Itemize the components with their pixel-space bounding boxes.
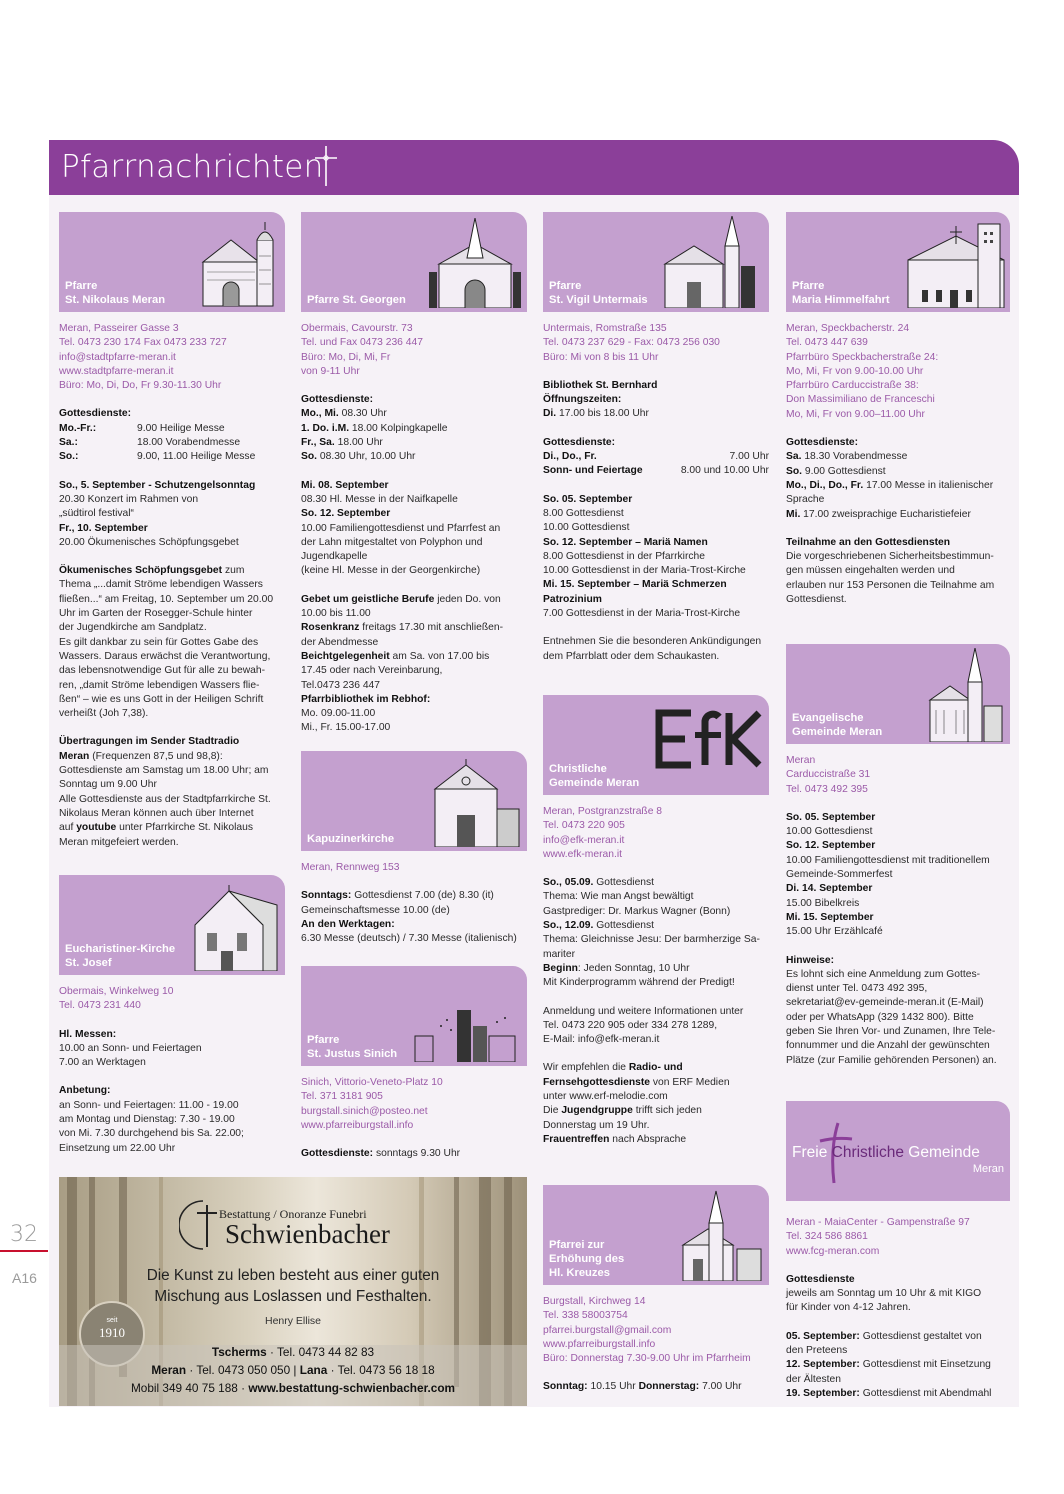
ad-website-link[interactable]: www.bestattung-schwienbacher.com xyxy=(248,1381,456,1395)
ad-contact-line: Tscherms · Tel. 0473 44 82 83 xyxy=(211,1345,375,1359)
ad-subtitle: Bestattung / Onoranze Funebri xyxy=(219,1207,367,1221)
website-link[interactable]: www.pfarreiburgstall.info xyxy=(543,1338,656,1350)
parish-contact: Untermais, Romstraße 135 Tel. 0473 237 629 - Fax: 0473 256 030 Büro: Mi von 8 bis 11 Uhr xyxy=(543,323,720,363)
church-drawing-icon xyxy=(427,218,523,308)
events-block: 05. September: Gottesdienst gestaltet von den Preteens 12. September: Gottesdienst mit Einsetzung der Ältesten 19. September: Gottesdienst mit Abendmahl xyxy=(786,1330,992,1399)
website-link[interactable]: www.efk-meran.it xyxy=(543,848,622,860)
ad-brand-name: Schwienbacher xyxy=(225,1219,390,1249)
recommendation-block: Wir empfehlen die Radio- und Fernsehgottesdienste von ERF Medien unter www.erf-melodie.com Die Jugendgruppe trifft sich jeden Donnerstag um 19 Uhr. Frauentreffen nach Absprache xyxy=(543,1062,730,1145)
notes-block: Hinweise: Es lohnt sich eine Anmeldung zum Gottes- dienst unter Tel. 0473 492 395, sekretariat@ev-gemeinde-meran.it (E-Mail) oder per WhatsApp (329 1432 800). Bitte geben Sie Ihren Vor- und Zunamen, Ihre Tele- fonnummer und die Anzahl der gewünschten Plätze (zur Familie gehörenden Personen) an. xyxy=(786,954,997,1066)
parish-card-evangelisch xyxy=(786,644,1010,744)
parish-contact: Sinich, Vittorio-Veneto-Platz 10 Tel. 371 3181 905 burgstall.sinich@posteo.net www.pfarreiburgstall.info xyxy=(301,1076,527,1133)
registration-block: Anmeldung und weitere Informationen unter Tel. 0473 220 905 oder 334 278 1289, E-Mail: info@efk-meran.it xyxy=(543,1005,744,1046)
cross-icon xyxy=(311,144,341,188)
parish-contact: Meran, Rennweg 153 xyxy=(301,862,400,873)
parish-contact: Meran, Postgranzstraße 8 Tel. 0473 220 905 info@efk-meran.it www.efk-meran.it xyxy=(543,805,769,862)
cross-logo-icon xyxy=(179,1197,227,1253)
events-block: So. 05. September 10.00 Gottesdienst So. 12. September 10.00 Familiengottesdienst mit traditionellem Gemeinde-Sommerfest Di. 14. September 15.00 Bibelkreis Mi. 15. September 15.00 Uhr Erzählcafé xyxy=(786,811,990,938)
parish-card-label: Pfarre St. Vigil Untermais xyxy=(549,280,648,306)
parish-contact: Obermais, Cavourstr. 73 Tel. und Fax 0473 236 447 Büro: Mo, Di, Mi, Fr von 9-11 Uhr xyxy=(301,323,423,377)
church-drawing-icon xyxy=(199,222,281,308)
parish-card-maria-himmelfahrt xyxy=(786,212,1010,312)
fcg-logo-text: Freie Christliche Gemeinde xyxy=(792,1144,980,1161)
events-block: Mi. 08. September 08.30 Hl. Messe in der Naifkapelle So. 12. September 10.00 Familiengottesdienst und Pfarrfest an der Lahn mitgestaltet von Polyphon und Jugendkapelle (keine Hl. Messe in der Georgenkirche) xyxy=(301,479,501,577)
participation-block: Teilnahme an den Gottesdiensten Die vorgeschriebenen Sicherheitsbestimmun- gen müssen eingehalten werden und erlauben nur 153 Personen die Teilnahme am Gottesdienst. xyxy=(786,536,995,606)
radio-block: Übertragungen im Sender Stadtradio Meran (Frequenzen 87,5 und 98,8): Gottesdienste am Samstag um 18.00 Uhr; am Sonntag um 9.00 Uhr Alle Gottesdienste aus der Stadtpfarrkirche St. Nikolaus Meran können auch über Internet auf youtube unter Pfarrkirche St. Nikolaus Meran mitgefeiert werden. xyxy=(59,736,271,848)
parish-card-st-josef xyxy=(59,875,285,975)
page-number: 32 xyxy=(10,1222,38,1247)
adoration-block: Anbetung: an Sonn- und Feiertagen: 11.00 - 19.00 am Montag und Dienstag: 7.30 - 19.00 von Mi. 7.30 durchgehend bis Sa. 22.00; Einsetzung um 22.00 Uhr xyxy=(59,1085,244,1154)
services-block: Gottesdienste: Di., Do., Fr. 7.00 Uhr Sonn- und Feiertage 8.00 und 10.00 Uhr xyxy=(543,436,769,477)
mass-block: Hl. Messen: 10.00 an Sonn- und Feiertagen 7.00 an Werktagen xyxy=(59,1028,202,1069)
parish-card-kapuzinerkirche xyxy=(301,751,527,851)
parish-contact: Meran - MaiaCenter - Gampenstraße 97 Tel. 324 586 8861 www.fcg-meran.com xyxy=(786,1216,1012,1259)
fcg-logo-card xyxy=(786,1101,1010,1201)
parish-card-st-justus xyxy=(301,966,527,1066)
parish-card-hl-kreuz xyxy=(543,1185,769,1285)
parish-card-st-georgen xyxy=(301,212,527,312)
column-3-burgstall xyxy=(543,1185,769,1395)
services-block: Gottesdienste jeweils am Sonntag um 10 Uhr & mit KIGO für Kinder von 4-12 Jahren. xyxy=(786,1273,982,1314)
church-drawing-icon xyxy=(661,216,757,308)
parish-card-label: Eucharistiner-Kirche St. Josef xyxy=(65,943,176,969)
column-3 xyxy=(543,212,769,664)
library-block: Bibliothek St. Bernhard Öffnungszeiten: Di. 17.00 bis 18.00 Uhr xyxy=(543,379,658,420)
ad-contact-line: Meran · Tel. 0473 050 050 | Lana · Tel. 0473 56 18 18 xyxy=(151,1363,435,1377)
parish-card-label: Pfarre Maria Himmelfahrt xyxy=(792,280,890,306)
oekumene-block: Ökumenisches Schöpfungsgebet zum Thema „...damit Ströme lebendigen Wassers fließen...“ am Freitag, 10. September um 20.00 Uhr im Garten der Rosegger-Schule hinter der Jugendkirche am Sandplatz. Es gilt dankbar zu sein für Gottes Gabe des Wassers. Daraus erwächst die Verantwortung, das lebensnotwendige Gut für alle zu bewah- ren, „damit Ströme lebendigen Wassers flie- ßen“ – wie es uns Gott in der Heiligen Schrift verheißt (Joh 7,38). xyxy=(59,565,274,720)
church-drawing-icon xyxy=(189,885,281,971)
parish-card-label: Pfarrei zur Erhöhung des Hl. Kreuzes xyxy=(549,1239,625,1279)
column-4 xyxy=(786,212,1010,607)
ad-contact-footer xyxy=(59,1345,527,1406)
events-block: So., 5. September - Schutzengelsonntag 20.30 Konzert im Rahmen von „südtirol festival“ Fr., 10. September 20.00 Ökumenisches Schöpfungsgebet xyxy=(59,479,256,548)
parish-card-label: Pfarre St. Justus Sinich xyxy=(307,1034,398,1060)
seit-1910-seal: seit 1910 xyxy=(79,1301,145,1367)
church-drawing-icon xyxy=(411,1006,523,1062)
email-link[interactable]: info@stadtpfarre-meran.it xyxy=(59,351,176,363)
column-3-efk xyxy=(543,695,769,1147)
ad-contact-line: Mobil 349 40 75 188 · www.bestattung-schwienbacher.com xyxy=(130,1381,456,1395)
email-link[interactable]: info@efk-meran.it xyxy=(543,834,625,846)
email-link[interactable]: pfarrei.burgstall@gmail.com xyxy=(543,1324,672,1336)
column-4-evangelisch xyxy=(786,644,1010,1068)
section-title: Pfarrnachrichten xyxy=(61,149,324,185)
website-link[interactable]: www.fcg-meran.com xyxy=(786,1245,880,1257)
note-block: Entnehmen Sie die besonderen Ankündigungen dem Pfarrblatt oder dem Schaukasten. xyxy=(543,636,762,662)
prayer-block: Gebet um geistliche Berufe jeden Do. von 10.00 bis 11.00 Rosenkranz freitags 17.30 mit anschließen- der Abendmesse Beichtgelegenheit am Sa. von 17.00 bis 17.45 oder nach Vereinbarung, Tel.0473 236 447 Pfarrbibliothek im Rebhof: Mo. 09.00-11.00 Mi., Fr. 15.00-17.00 xyxy=(301,593,504,734)
services-block: Gottesdienste: Mo.-Fr.: 9.00 Heilige Messe Sa.: 18.00 Vorabendmesse So.: 9.00, 11.00 Heilige Messe xyxy=(59,407,285,464)
services-block: Gottesdienste: Sa. 18.30 Vorabendmesse So. 9.00 Gottesdienst Mo., Di., Do., Fr. 17.00 Messe in italienischer Sprache Mi. 17.00 zweisprachige Eucharistiefeier xyxy=(786,437,994,520)
column-4-fcg xyxy=(786,1206,1012,1401)
column-2-sinich xyxy=(301,966,527,1161)
parish-card-label: Christliche Gemeinde Meran xyxy=(549,763,640,789)
parish-contact: Meran, Speckbacherstr. 24 Tel. 0473 447 639 Pfarrbüro Speckbacherstraße 24: Mo, Mi, Fr von 9.00-10.00 Uhr Pfarrbüro Carduccistraße 38: Don Massimiliano de Franceschi Mo, Mi, Fr von 9.00–11.00 Uhr xyxy=(786,323,939,420)
parish-card-efk xyxy=(543,695,769,795)
website-link[interactable]: www.pfarreiburgstall.info xyxy=(301,1119,414,1131)
parish-card-st-vigil xyxy=(543,212,769,312)
parish-contact: Burgstall, Kirchweg 14 Tel. 338 58003754 pfarrei.burgstall@gmail.com www.pfarreiburgstall.info Büro: Donnerstag 7.30-9.00 Uhr im Pfarrheim xyxy=(543,1295,769,1366)
parish-contact: Obermais, Winkelweg 10 Tel. 0473 231 440 xyxy=(59,986,174,1012)
parish-contact: Meran Carduccistraße 31 Tel. 0473 492 395 xyxy=(786,755,871,795)
efk-logo-icon xyxy=(651,707,763,771)
parish-card-label: Evangelische Gemeinde Meran xyxy=(792,712,883,738)
service-row: Mo.-Fr.: 9.00 Heilige Messe xyxy=(59,422,225,434)
church-drawing-icon xyxy=(425,759,521,847)
column-1-lower xyxy=(59,875,285,1156)
services-block: Sonntags: Gottesdienst 7.00 (de) 8.30 (it) Gemeinschaftsmesse 10.00 (de) An den Werktagen: 6.30 Messe (deutsch) / 7.30 Messe (italienisch) xyxy=(301,890,517,945)
services-block: Sonntag: 10.15 Uhr Donnerstag: 7.00 Uhr xyxy=(543,1381,742,1393)
parish-card-label: Pfarre St. Nikolaus Meran xyxy=(65,280,166,306)
services-block: So., 05.09. Gottesdienst Thema: Wie man Angst bewältigt Gastprediger: Dr. Markus Wagner (Bonn) So., 12.09. Gottesdienst Thema: Gleichnisse Jesu: Der barmherzige Sa- mariter Beginn: Jeden Sonntag, 10 Uhr Mit Kinderprogramm während der Predigt! xyxy=(543,877,760,989)
ad-quote-author: Henry Ellise xyxy=(264,1315,322,1327)
church-drawing-icon xyxy=(904,220,1008,308)
parish-card-label: Kapuzinerkirche xyxy=(307,833,395,845)
ad-quote: Die Kunst zu leben besteht aus einer guten Mischung aus Loslassen und Festhalten. xyxy=(146,1267,440,1305)
services-block: Gottesdienste: sonntags 9.30 Uhr xyxy=(301,1148,461,1160)
page-number-rule xyxy=(0,1250,48,1252)
section-banner xyxy=(49,140,1019,195)
church-drawing-icon xyxy=(926,648,1006,742)
fcg-logo-city: Meran xyxy=(972,1163,1004,1175)
column-2-kapuziner xyxy=(301,751,527,946)
email-link[interactable]: burgstall.sinich@posteo.net xyxy=(301,1105,428,1117)
parish-card-label: Pfarre St. Georgen xyxy=(307,294,406,306)
services-block: Gottesdienste: Mo., Mi. 08.30 Uhr 1. Do. i.M. 18.00 Kolpingkapelle Fr., Sa. 18.00 Uhr So. 08.30 Uhr, 10.00 Uhr xyxy=(301,394,448,463)
service-row: Sa.: 18.00 Vorabendmesse xyxy=(59,437,241,449)
church-drawing-icon xyxy=(679,1189,765,1281)
page-code: A16 xyxy=(12,1270,37,1286)
parish-contact: Meran, Passeirer Gasse 3 Tel. 0473 230 174 Fax 0473 233 727 info@stadtpfarre-meran.it www.stadtpfarre-meran.it Büro: Mo, Di, Do, Fr 9.30-11.30 Uhr xyxy=(59,322,285,393)
advertisement-schwienbacher xyxy=(59,1177,527,1406)
column-2 xyxy=(301,212,527,736)
website-link[interactable]: www.stadtpfarre-meran.it xyxy=(59,365,174,377)
parish-card-st-nikolaus xyxy=(59,212,285,312)
events-block: So. 05. September 8.00 Gottesdienst 10.00 Gottesdienst So. 12. September – Mariä Namen 8.00 Gottesdienst in der Pfarrkirche 10.00 Gottesdienst in der Maria-Trost-Kirche Mi. 15. September – Mariä Schmerzen Patrozinium 7.00 Gottesdienst in der Maria-Trost-Kirche xyxy=(543,493,746,620)
service-row: So.: 9.00, 11.00 Heilige Messe xyxy=(59,451,256,463)
column-1 xyxy=(59,212,285,850)
